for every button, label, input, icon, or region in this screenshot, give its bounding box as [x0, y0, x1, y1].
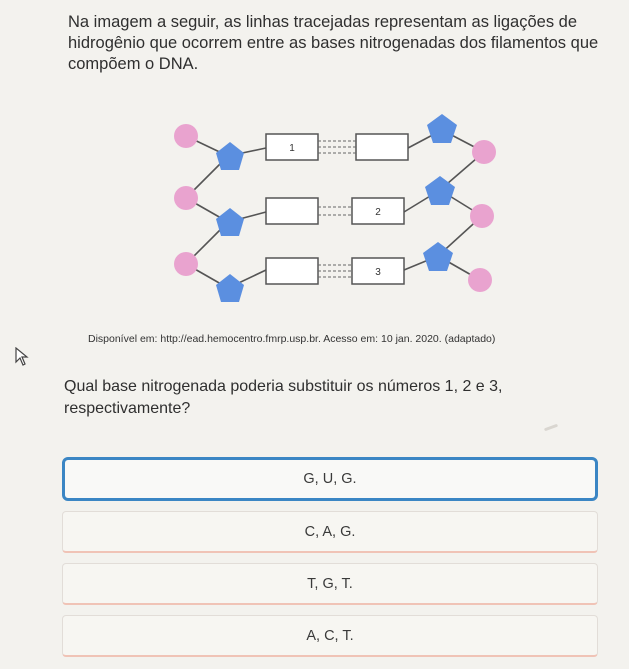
option-2[interactable]	[62, 511, 598, 553]
option-1[interactable]	[62, 457, 598, 501]
sugar-left-1	[216, 142, 244, 170]
option-4[interactable]	[62, 615, 598, 657]
base-left-2	[266, 198, 318, 224]
base-left-3	[266, 258, 318, 284]
base-number-2: 2	[375, 207, 381, 218]
option-label: C, A, G.	[304, 523, 356, 540]
base-number-3: 3	[375, 267, 381, 278]
sugar-right-1	[427, 114, 457, 143]
mouse-pointer-icon	[15, 347, 31, 367]
hydrogen-bonds	[318, 141, 356, 277]
image-source: Disponível em: http://ead.hemocentro.fmrp.usp.br. Acesso em: 10 jan. 2020. (adaptado)	[88, 333, 496, 345]
question-prompt: Qual base nitrogenada poderia substituir os números 1, 2 e 3, respectivamente?	[64, 378, 503, 417]
answer-options	[62, 457, 600, 667]
phosphate-right-3	[468, 268, 492, 292]
option-label: G, U, G.	[303, 471, 357, 487]
base-right-1	[356, 134, 408, 160]
sugar-left-3	[216, 274, 244, 302]
phosphate-right-1	[472, 140, 496, 164]
dna-diagram	[160, 108, 520, 313]
question-intro: Na imagem a seguir, as linhas tracejadas representam as ligações de hidrogênio que ocorrem entre as bases nitrogenadas dos filamentos que compõem o DNA.	[68, 13, 599, 73]
screen-mark	[544, 424, 558, 432]
phosphate-left-3	[174, 252, 198, 276]
option-label: T, G, T.	[307, 575, 353, 592]
sugar-left-2	[216, 208, 244, 236]
base-number-1: 1	[289, 143, 295, 154]
option-label: A, C, T.	[306, 627, 354, 644]
phosphate-right-2	[470, 204, 494, 228]
phosphate-left-2	[174, 186, 198, 210]
phosphate-left-1	[174, 124, 198, 148]
option-3[interactable]	[62, 563, 598, 605]
